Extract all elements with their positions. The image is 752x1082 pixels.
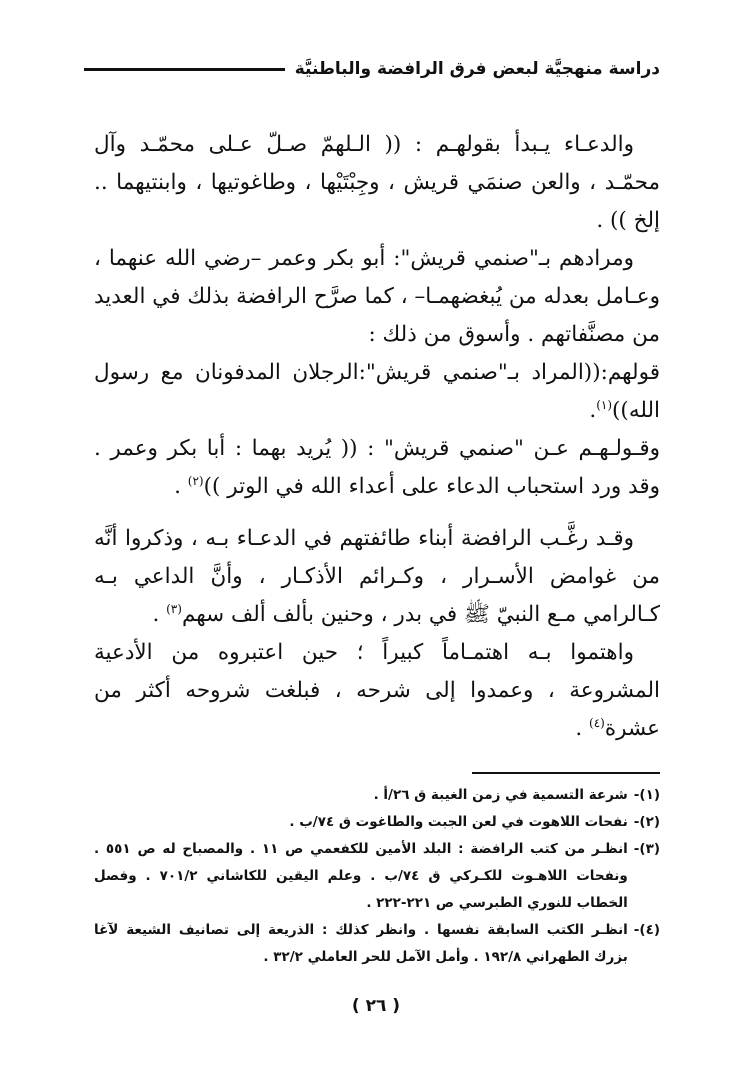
footnote-text: انظـر من كتب الرافضة : البلد الأمين للكفعمي ص ١١ . والمصباح له ص ٥٥١ . ونفحات اللاهـوت للكـركي ق ٧٤/ب . وعلم اليقين للكاشاني ٧٠١/٢ . وفصل الخطاب للنوري الطبرسي ص ٢٢١-٢٢٢ . xyxy=(94,841,628,911)
punctuation: . xyxy=(174,474,188,499)
footnote-ref: (١) xyxy=(596,397,613,412)
footnote-number: (٣)- xyxy=(633,841,660,857)
footnote-text: شرعة التسمية في زمن الغيبة ق ٢٦/أ . xyxy=(373,787,628,803)
footnote-separator xyxy=(472,772,660,774)
footnote-text: نفحات اللاهوت في لعن الجبت والطاغوت ق ٧٤/ب . xyxy=(289,814,628,830)
paragraph-text: ومرادهم بـ"صنمي قريش": أبو بكر وعمر –رضي الله عنهما ، وعـامل بعدله من يُبغضهمـا– ، كما صرَّح الرافضة بذلك في العديد من مصنَّفاتهم . وأسوق من ذلك : xyxy=(94,246,660,347)
paragraph xyxy=(94,240,660,354)
paragraph-text: واهتموا بـه اهتمـاماً كبيراً ؛ حين اعتبروه من الأدعية المشروعة ، وعمدوا إلى شرحه ، فبلغت شروحه أكثر من عشرة xyxy=(94,640,660,741)
running-header xyxy=(84,56,660,82)
footnote-ref: (٤) xyxy=(589,715,605,730)
paragraph xyxy=(94,354,660,430)
paragraph-text: وقـد رغَّـب الرافضة أبناء طائفتهم في الدعـاء بـه ، وذكروا أنَّه من غوامض الأسـرار ، وكـرائم الأذكـار ، وأنَّ الداعي بـه كـالرامي مـع النبيّ ﷺ في بدر ، وحنين بألف ألف سهم xyxy=(94,526,660,627)
footnote xyxy=(94,836,660,917)
paragraph-text: وقـولـهـم عـن "صنمي قريش" : (( يُريد بهما : أبا بكر وعمر . وقد ورد استحباب الدعاء على أعداء الله في الوتر )) xyxy=(94,436,660,499)
footnote-number: (٢)- xyxy=(633,814,660,830)
punctuation: . xyxy=(152,602,167,627)
footnote xyxy=(94,917,660,971)
paragraph: والدعـاء يـبدأ بقولهـم : (( الـلهمّ صـلّ عـلى محمّـد وآل محمّـد ، والعن صنمَي قريش ، وجِبْتَيْها ، وطاغوتيها ، وابنتيهما .. إلخ )) . xyxy=(94,132,660,233)
footnotes xyxy=(94,782,660,971)
footnote-text: انظـر الكتب السابقة نفسها . وانظر كذلك : الذريعة إلى تصانيف الشيعة لآغا بزرك الطهراني ١٩٢/٨ . وأمل الآمل للحر العاملي ٣٢/٢ . xyxy=(94,922,628,965)
footnote-number: (١)- xyxy=(633,787,660,803)
page-number: ( ٢٦ ) xyxy=(351,996,401,1016)
main-text xyxy=(94,126,660,748)
footnote xyxy=(94,782,660,809)
footnote xyxy=(94,809,660,836)
footnote-number: (٤)- xyxy=(633,922,660,938)
paragraph xyxy=(94,634,660,748)
paragraph xyxy=(94,520,660,634)
footnote-ref: (٣) xyxy=(166,601,182,616)
running-header-title: دراسة منهجيَّة لبعض فرق الرافضة والباطنيَّة xyxy=(294,59,660,79)
paragraph xyxy=(94,430,660,506)
header-rule xyxy=(84,68,285,71)
punctuation: . xyxy=(589,398,597,423)
punctuation: . xyxy=(575,716,590,741)
footnote-ref: (٢) xyxy=(187,473,204,488)
paragraph-gap xyxy=(94,506,660,520)
paragraph-text: قولهم:((المراد بـ"صنمي قريش":الرجلان المدفونان مع رسول الله)) xyxy=(94,360,660,423)
